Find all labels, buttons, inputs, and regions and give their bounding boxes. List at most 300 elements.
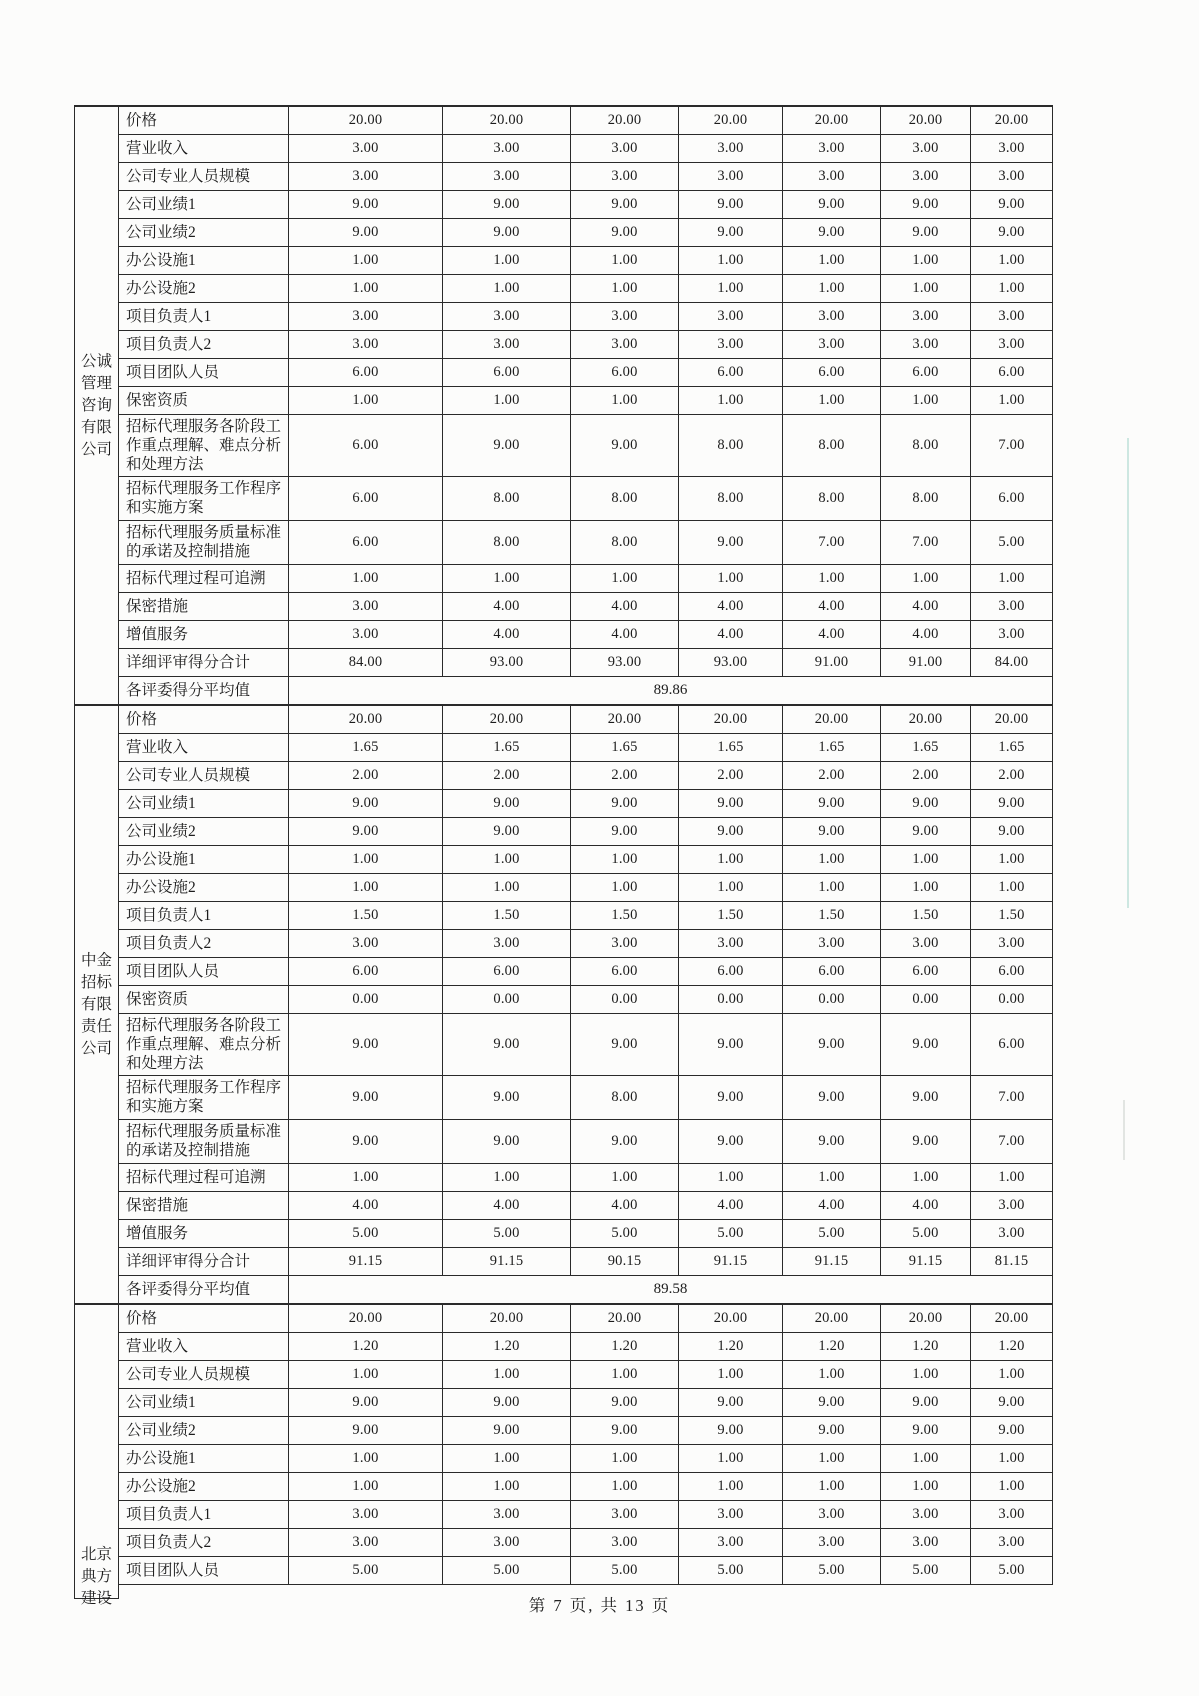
criterion-label: 办公设施1	[119, 1444, 289, 1472]
score-cell: 1.00	[443, 246, 571, 274]
score-cell: 20.00	[971, 1304, 1053, 1332]
score-cell: 1.00	[679, 1472, 783, 1500]
company-name-cell	[75, 106, 119, 705]
score-cell: 7.00	[971, 1075, 1053, 1119]
criterion-label: 详细评审得分合计	[119, 1247, 289, 1275]
criterion-label: 招标代理服务质量标准的承诺及控制措施	[119, 520, 289, 564]
table-row	[75, 648, 1053, 676]
table-row	[75, 620, 1053, 648]
score-cell: 2.00	[881, 761, 971, 789]
score-cell: 9.00	[289, 1075, 443, 1119]
score-cell: 1.65	[679, 733, 783, 761]
score-cell: 1.00	[571, 1163, 679, 1191]
score-cell: 9.00	[971, 190, 1053, 218]
score-cell: 3.00	[881, 1528, 971, 1556]
score-cell: 1.00	[881, 1444, 971, 1472]
score-cell: 9.00	[783, 190, 881, 218]
criterion-label: 项目负责人2	[119, 1528, 289, 1556]
score-cell: 1.00	[881, 564, 971, 592]
score-cell: 4.00	[571, 1191, 679, 1219]
criterion-label: 详细评审得分合计	[119, 648, 289, 676]
score-cell: 9.00	[679, 1075, 783, 1119]
score-cell: 3.00	[971, 330, 1053, 358]
score-cell: 2.00	[443, 761, 571, 789]
score-cell: 9.00	[881, 817, 971, 845]
score-cell: 4.00	[783, 592, 881, 620]
score-cell: 9.00	[679, 1416, 783, 1444]
score-cell: 1.00	[443, 1472, 571, 1500]
table-row	[75, 789, 1053, 817]
score-cell: 0.00	[971, 985, 1053, 1013]
table-row	[75, 817, 1053, 845]
score-cell: 7.00	[971, 1119, 1053, 1163]
score-cell: 4.00	[679, 620, 783, 648]
score-cell: 1.00	[783, 386, 881, 414]
score-cell: 20.00	[881, 1304, 971, 1332]
score-cell: 1.65	[971, 733, 1053, 761]
score-cell: 1.00	[971, 845, 1053, 873]
score-cell: 20.00	[881, 705, 971, 733]
score-cell: 8.00	[783, 414, 881, 476]
score-cell: 20.00	[679, 705, 783, 733]
score-cell: 7.00	[783, 520, 881, 564]
score-cell: 9.00	[881, 190, 971, 218]
score-cell: 6.00	[289, 414, 443, 476]
score-cell: 6.00	[881, 358, 971, 386]
score-cell: 5.00	[679, 1556, 783, 1584]
score-cell: 9.00	[783, 1013, 881, 1075]
score-cell: 3.00	[881, 162, 971, 190]
score-cell: 3.00	[289, 1500, 443, 1528]
table-row	[75, 1304, 1053, 1332]
score-cell: 9.00	[571, 1013, 679, 1075]
score-cell: 3.00	[443, 330, 571, 358]
score-cell: 3.00	[289, 592, 443, 620]
criterion-label: 项目团队人员	[119, 1556, 289, 1584]
score-cell: 9.00	[443, 789, 571, 817]
score-cell: 1.00	[881, 274, 971, 302]
criterion-label: 增值服务	[119, 620, 289, 648]
score-cell: 4.00	[783, 620, 881, 648]
table-row	[75, 520, 1053, 564]
score-cell: 3.00	[971, 1191, 1053, 1219]
criterion-label: 办公设施2	[119, 274, 289, 302]
score-cell: 9.00	[881, 1388, 971, 1416]
score-cell: 20.00	[443, 106, 571, 134]
criterion-label: 招标代理服务各阶段工作重点理解、难点分析和处理方法	[119, 414, 289, 476]
score-cell: 3.00	[783, 162, 881, 190]
score-cell: 3.00	[571, 302, 679, 330]
scan-artifact-line	[1123, 1100, 1125, 1160]
score-cell: 8.00	[571, 1075, 679, 1119]
score-cell: 3.00	[443, 1528, 571, 1556]
criterion-label: 项目负责人1	[119, 302, 289, 330]
score-cell: 9.00	[881, 1075, 971, 1119]
criterion-label: 公司专业人员规模	[119, 162, 289, 190]
score-cell: 3.00	[881, 1500, 971, 1528]
score-cell: 1.50	[881, 901, 971, 929]
score-cell: 3.00	[289, 330, 443, 358]
score-cell: 2.00	[571, 761, 679, 789]
average-row	[75, 1275, 1053, 1304]
score-cell: 3.00	[971, 929, 1053, 957]
criterion-label: 营业收入	[119, 1332, 289, 1360]
criterion-label: 项目团队人员	[119, 957, 289, 985]
score-cell: 9.00	[783, 817, 881, 845]
score-cell: 3.00	[783, 134, 881, 162]
table-row	[75, 1500, 1053, 1528]
score-cell: 9.00	[289, 218, 443, 246]
score-cell: 3.00	[571, 929, 679, 957]
score-cell: 2.00	[971, 761, 1053, 789]
criterion-label: 项目负责人1	[119, 901, 289, 929]
score-cell: 8.00	[679, 414, 783, 476]
score-cell: 3.00	[881, 302, 971, 330]
score-cell: 20.00	[289, 705, 443, 733]
table-row	[75, 1247, 1053, 1275]
score-cell: 1.00	[571, 873, 679, 901]
score-cell: 1.00	[571, 845, 679, 873]
criterion-label: 保密资质	[119, 985, 289, 1013]
company-name-cell	[75, 705, 119, 1304]
score-cell: 6.00	[783, 358, 881, 386]
table-row	[75, 1332, 1053, 1360]
score-cell: 91.15	[289, 1247, 443, 1275]
criterion-label: 招标代理过程可追溯	[119, 1163, 289, 1191]
score-cell: 1.00	[571, 246, 679, 274]
score-cell: 1.00	[679, 873, 783, 901]
score-cell: 9.00	[679, 1119, 783, 1163]
score-cell: 1.00	[971, 386, 1053, 414]
score-cell: 9.00	[679, 1013, 783, 1075]
score-cell: 1.50	[289, 901, 443, 929]
score-cell: 9.00	[443, 414, 571, 476]
score-cell: 3.00	[289, 1528, 443, 1556]
score-cell: 1.00	[289, 386, 443, 414]
score-cell: 4.00	[571, 592, 679, 620]
score-cell: 3.00	[571, 330, 679, 358]
score-cell: 1.00	[679, 386, 783, 414]
average-value: 89.58	[289, 1275, 1053, 1304]
score-cell: 3.00	[881, 330, 971, 358]
score-cell: 3.00	[679, 302, 783, 330]
score-cell: 5.00	[571, 1219, 679, 1247]
table-row	[75, 330, 1053, 358]
score-cell: 8.00	[783, 476, 881, 520]
score-cell: 3.00	[679, 1500, 783, 1528]
criterion-label: 招标代理服务各阶段工作重点理解、难点分析和处理方法	[119, 1013, 289, 1075]
table-row	[75, 1360, 1053, 1388]
score-cell: 6.00	[971, 957, 1053, 985]
table-row	[75, 386, 1053, 414]
score-cell: 3.00	[443, 162, 571, 190]
criterion-label: 招标代理服务质量标准的承诺及控制措施	[119, 1119, 289, 1163]
score-cell: 3.00	[971, 1500, 1053, 1528]
score-cell: 84.00	[971, 648, 1053, 676]
score-cell: 3.00	[783, 929, 881, 957]
score-cell: 3.00	[881, 929, 971, 957]
score-cell: 1.00	[443, 564, 571, 592]
score-cell: 3.00	[679, 134, 783, 162]
scan-artifact-line	[1127, 438, 1129, 908]
score-cell: 8.00	[443, 476, 571, 520]
table-row	[75, 1119, 1053, 1163]
score-cell: 1.00	[971, 873, 1053, 901]
score-cell: 1.20	[679, 1332, 783, 1360]
score-cell: 9.00	[289, 1013, 443, 1075]
score-cell: 1.00	[443, 873, 571, 901]
criterion-label: 营业收入	[119, 733, 289, 761]
score-cell: 1.00	[571, 564, 679, 592]
score-cell: 4.00	[881, 1191, 971, 1219]
table-row	[75, 476, 1053, 520]
score-cell: 1.00	[679, 246, 783, 274]
score-cell: 91.00	[783, 648, 881, 676]
score-cell: 1.00	[443, 274, 571, 302]
criterion-label: 价格	[119, 106, 289, 134]
score-cell: 1.00	[881, 1163, 971, 1191]
table-row	[75, 1191, 1053, 1219]
score-cell: 20.00	[571, 1304, 679, 1332]
score-cell: 1.50	[679, 901, 783, 929]
table-row	[75, 1472, 1053, 1500]
score-cell: 9.00	[971, 218, 1053, 246]
score-cell: 3.00	[679, 1528, 783, 1556]
criterion-label: 公司业绩1	[119, 1388, 289, 1416]
criterion-label: 公司专业人员规模	[119, 1360, 289, 1388]
table-row	[75, 1219, 1053, 1247]
table-row	[75, 733, 1053, 761]
score-cell: 9.00	[443, 1075, 571, 1119]
criterion-label: 办公设施1	[119, 246, 289, 274]
score-cell: 20.00	[783, 1304, 881, 1332]
score-cell: 8.00	[881, 476, 971, 520]
score-cell: 91.15	[783, 1247, 881, 1275]
score-cell: 1.00	[971, 246, 1053, 274]
score-cell: 1.00	[289, 1163, 443, 1191]
table-row	[75, 246, 1053, 274]
score-cell: 5.00	[289, 1219, 443, 1247]
score-cell: 4.00	[783, 1191, 881, 1219]
score-cell: 4.00	[679, 1191, 783, 1219]
score-cell: 6.00	[289, 957, 443, 985]
average-value: 89.86	[289, 676, 1053, 705]
score-cell: 3.00	[971, 134, 1053, 162]
score-cell: 3.00	[971, 1219, 1053, 1247]
score-cell: 9.00	[679, 190, 783, 218]
score-cell: 5.00	[881, 1219, 971, 1247]
table-row	[75, 1416, 1053, 1444]
score-cell: 3.00	[783, 1528, 881, 1556]
score-cell: 93.00	[571, 648, 679, 676]
score-cell: 6.00	[881, 957, 971, 985]
score-cell: 5.00	[971, 1556, 1053, 1584]
company-name: 中金 招标 有限 责任 公司	[80, 951, 112, 1057]
score-cell: 1.00	[783, 274, 881, 302]
score-cell: 1.00	[679, 274, 783, 302]
table-row	[75, 358, 1053, 386]
average-row	[75, 676, 1053, 705]
score-cell: 20.00	[971, 705, 1053, 733]
table-row	[75, 162, 1053, 190]
score-cell: 1.00	[971, 1472, 1053, 1500]
score-cell: 1.00	[571, 1444, 679, 1472]
score-cell: 1.00	[679, 1444, 783, 1472]
score-cell: 9.00	[289, 817, 443, 845]
score-cell: 1.00	[881, 1472, 971, 1500]
score-cell: 6.00	[971, 476, 1053, 520]
score-cell: 9.00	[679, 817, 783, 845]
score-cell: 9.00	[443, 218, 571, 246]
criterion-label: 招标代理服务工作程序和实施方案	[119, 476, 289, 520]
score-cell: 3.00	[443, 134, 571, 162]
score-cell: 1.00	[289, 564, 443, 592]
score-cell: 1.20	[971, 1332, 1053, 1360]
score-cell: 3.00	[971, 162, 1053, 190]
table-row	[75, 1556, 1053, 1584]
score-cell: 1.00	[783, 845, 881, 873]
table-row	[75, 218, 1053, 246]
score-cell: 1.00	[443, 845, 571, 873]
score-cell: 7.00	[971, 414, 1053, 476]
score-cell: 5.00	[289, 1556, 443, 1584]
score-cell: 1.00	[289, 845, 443, 873]
score-cell: 6.00	[971, 358, 1053, 386]
criterion-label: 公司专业人员规模	[119, 761, 289, 789]
score-cell: 9.00	[571, 1416, 679, 1444]
score-cell: 1.00	[783, 564, 881, 592]
score-cell: 20.00	[289, 106, 443, 134]
criterion-label: 项目负责人2	[119, 330, 289, 358]
score-cell: 6.00	[289, 520, 443, 564]
score-cell: 84.00	[289, 648, 443, 676]
table-row	[75, 592, 1053, 620]
score-cell: 1.00	[971, 1444, 1053, 1472]
score-cell: 1.00	[971, 564, 1053, 592]
company-name-cell	[75, 1304, 119, 1607]
score-cell: 6.00	[289, 476, 443, 520]
table-row	[75, 1388, 1053, 1416]
score-cell: 4.00	[443, 1191, 571, 1219]
score-cell: 3.00	[971, 592, 1053, 620]
table-row	[75, 845, 1053, 873]
company-name: 公诚 管理 咨询 有限 公司	[80, 352, 112, 458]
table-row	[75, 873, 1053, 901]
score-cell: 9.00	[679, 520, 783, 564]
score-cell: 8.00	[443, 520, 571, 564]
table-row	[75, 274, 1053, 302]
score-cell: 5.00	[571, 1556, 679, 1584]
score-cell: 91.15	[679, 1247, 783, 1275]
score-cell: 9.00	[289, 789, 443, 817]
score-cell: 4.00	[679, 592, 783, 620]
score-cell: 1.00	[443, 1163, 571, 1191]
score-cell: 1.00	[571, 1360, 679, 1388]
score-cell: 9.00	[679, 218, 783, 246]
score-cell: 20.00	[971, 106, 1053, 134]
score-cell: 6.00	[571, 358, 679, 386]
score-cell: 9.00	[971, 789, 1053, 817]
score-cell: 9.00	[443, 817, 571, 845]
score-cell: 1.00	[289, 1444, 443, 1472]
score-cell: 0.00	[289, 985, 443, 1013]
score-cell: 3.00	[971, 620, 1053, 648]
score-cell: 9.00	[783, 1416, 881, 1444]
score-cell: 9.00	[971, 817, 1053, 845]
score-cell: 3.00	[571, 1528, 679, 1556]
criterion-label: 招标代理过程可追溯	[119, 564, 289, 592]
table-row	[75, 564, 1053, 592]
table-row	[75, 705, 1053, 733]
score-cell: 6.00	[783, 957, 881, 985]
score-cell: 3.00	[783, 1500, 881, 1528]
score-cell: 20.00	[783, 705, 881, 733]
score-cell: 1.00	[443, 386, 571, 414]
score-cell: 3.00	[679, 929, 783, 957]
score-cell: 4.00	[571, 620, 679, 648]
score-cell: 1.20	[783, 1332, 881, 1360]
score-cell: 1.00	[289, 1360, 443, 1388]
score-cell: 1.00	[971, 1360, 1053, 1388]
score-cell: 1.00	[881, 873, 971, 901]
score-cell: 9.00	[443, 1013, 571, 1075]
score-cell: 91.15	[443, 1247, 571, 1275]
score-cell: 9.00	[679, 789, 783, 817]
score-cell: 9.00	[679, 1388, 783, 1416]
table-row	[75, 1444, 1053, 1472]
score-cell: 1.65	[289, 733, 443, 761]
table-row	[75, 1528, 1053, 1556]
score-cell: 4.00	[443, 620, 571, 648]
score-cell: 1.00	[783, 873, 881, 901]
score-cell: 1.20	[571, 1332, 679, 1360]
score-cell: 90.15	[571, 1247, 679, 1275]
score-cell: 8.00	[571, 520, 679, 564]
score-cell: 2.00	[679, 761, 783, 789]
score-cell: 1.00	[443, 1444, 571, 1472]
score-cell: 9.00	[571, 414, 679, 476]
score-cell: 4.00	[881, 592, 971, 620]
score-cell: 3.00	[289, 620, 443, 648]
criterion-label: 项目团队人员	[119, 358, 289, 386]
score-cell: 1.65	[783, 733, 881, 761]
score-cell: 9.00	[443, 190, 571, 218]
score-cell: 9.00	[571, 1119, 679, 1163]
score-cell: 5.00	[679, 1219, 783, 1247]
score-cell: 3.00	[443, 929, 571, 957]
score-cell: 1.65	[571, 733, 679, 761]
score-cell: 3.00	[443, 1500, 571, 1528]
score-cell: 20.00	[443, 705, 571, 733]
criterion-label: 公司业绩1	[119, 789, 289, 817]
score-cell: 1.50	[571, 901, 679, 929]
score-cell: 1.00	[679, 845, 783, 873]
score-cell: 1.65	[881, 733, 971, 761]
criterion-label: 办公设施2	[119, 873, 289, 901]
score-cell: 3.00	[289, 929, 443, 957]
score-cell: 9.00	[971, 1416, 1053, 1444]
score-cell: 1.00	[971, 274, 1053, 302]
score-cell: 8.00	[679, 476, 783, 520]
score-cell: 9.00	[881, 1119, 971, 1163]
score-cell: 1.00	[783, 1360, 881, 1388]
score-cell: 1.20	[289, 1332, 443, 1360]
score-cell: 1.00	[881, 1360, 971, 1388]
score-cell: 3.00	[289, 134, 443, 162]
score-cell: 8.00	[571, 476, 679, 520]
score-cell: 3.00	[571, 134, 679, 162]
score-cell: 1.50	[971, 901, 1053, 929]
